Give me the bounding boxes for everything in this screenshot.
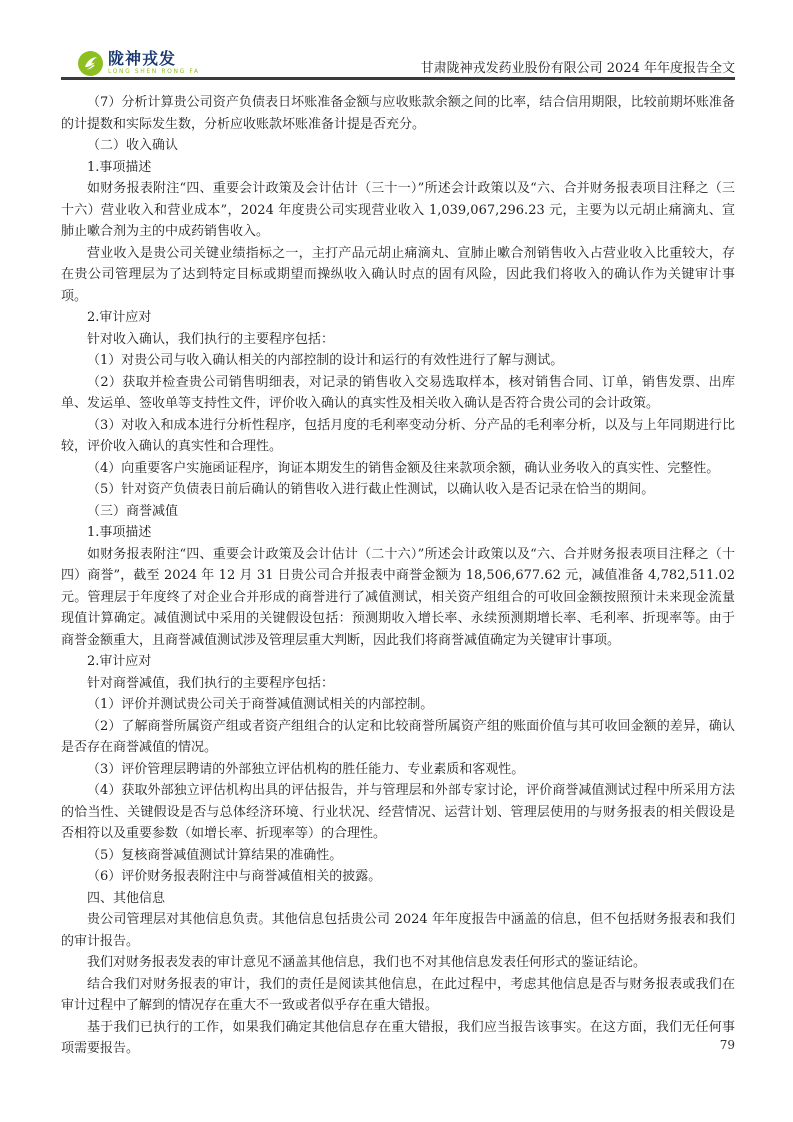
paragraph: （三）商誉减值 bbox=[87, 503, 179, 519]
paragraph: （5）复核商誉减值测试计算结果的准确性。 bbox=[87, 847, 343, 863]
document-body bbox=[61, 92, 735, 1060]
paragraph: 四、其他信息 bbox=[87, 890, 166, 906]
paragraph: 2.审计应对 bbox=[87, 310, 152, 325]
paragraph: 如财务报表附注“四、重要会计政策及会计估计（三十一）”所述会计政策以及“六、合并财务报表项目注释之（三十六）营业收入和营业成本”，2024 年度贵公司实现营业收入 1,039,067,296.23 元，主要为以元胡止痛滴丸、宣肺止嗽合剂为主的中成药销售收入。 bbox=[61, 181, 735, 239]
paragraph: 针对商誉减值，我们执行的主要程序包括： bbox=[87, 675, 335, 691]
report-header-title: 甘肃陇神戎发药业股份有限公司 2024 年年度报告全文 bbox=[420, 61, 735, 76]
page-number: 79 bbox=[719, 1038, 735, 1052]
paragraph: 贵公司管理层对其他信息负责。其他信息包括贵公司 2024 年年度报告中涵盖的信息，但不包括财务报表和我们的审计报告。 bbox=[61, 912, 735, 949]
paragraph: （3）对收入和成本进行分析性程序，包括月度的毛利率变动分析、分产品的毛利率分析，以及与上年同期进行比较，评价收入确认的真实性和合理性。 bbox=[61, 417, 735, 454]
paragraph: （7）分析计算贵公司资产负债表日坏账准备金额与应收账款余额之间的比率，结合信用期限，比较前期坏账准备的计提数和实际发生数，分析应收账款坏账准备计提是否充分。 bbox=[61, 95, 735, 132]
paragraph: （5）针对资产负债表日前后确认的销售收入进行截止性测试，以确认收入是否记录在恰当的期间。 bbox=[87, 482, 655, 497]
logo-text-block bbox=[108, 51, 200, 75]
paragraph: 针对收入确认，我们执行的主要程序包括： bbox=[87, 331, 335, 347]
paragraph: 我们对财务报表发表的审计意见不涵盖其他信息，我们也不对其他信息发表任何形式的鉴证结论。 bbox=[87, 955, 647, 970]
paragraph: （二）收入确认 bbox=[87, 138, 179, 153]
paragraph: （1）评价并测试贵公司关于商誉减值测试相关的内部控制。 bbox=[87, 697, 434, 712]
logo-company-name-en: LONG SHEN RONG FA bbox=[108, 68, 200, 75]
paragraph: 2.审计应对 bbox=[87, 654, 152, 669]
paragraph: 基于我们已执行的工作，如果我们确定其他信息存在重大错报，我们应当报告该事实。在这方面，我们无任何事项需要报告。 bbox=[61, 1019, 735, 1056]
paragraph: 如财务报表附注“四、重要会计政策及会计估计（二十六）”所述会计政策以及“六、合并财务报表项目注释之（十四）商誉”，截至 2024 年 12 月 31 日贵公司合并报表中商誉金额为 18,506,677.62 元，减值准备 4,782,511.02 元。管理层于年度终了对企业合并形成的商誉进行了减值测试，相关资产组组合的可收回金额按照预计未来现金流量现值计算确定。减值测试中采用的关键假设包括：预测期收入增长率、永续预测期增长率、毛利率、折现率等。由于商誉金额重大，且商誉减值测试涉及管理层重大判断，因此我们将商誉减值确定为关键审计事项。 bbox=[61, 546, 735, 648]
header-divider bbox=[61, 77, 735, 80]
paragraph: （3）评价管理层聘请的外部独立评估机构的胜任能力、专业素质和客观性。 bbox=[87, 761, 525, 777]
paragraph: （2）获取并检查贵公司销售明细表，对记录的销售收入交易选取样本，核对销售合同、订单，销售发票、出库单、发运单、签收单等支持性文件，评价收入确认的真实性及相关收入确认是否符合贵公司的会计政策。 bbox=[61, 374, 735, 411]
paragraph: （6）评价财务报表附注中与商誉减值相关的披露。 bbox=[87, 869, 382, 884]
paragraph: 营业收入是贵公司关键业绩指标之一，主打产品元胡止痛滴丸、宣肺止嗽合剂销售收入占营业收入比重较大，存在贵公司管理层为了达到特定目标或期望而操纵收入确认时点的固有风险，因此我们将收入的确认作为关键审计事项。 bbox=[61, 245, 735, 304]
paragraph: （4）向重要客户实施函证程序，询证本期发生的销售金额及往来款项余额，确认业务收入的真实性、完整性。 bbox=[87, 460, 720, 476]
paragraph: 1.事项描述 bbox=[87, 525, 152, 540]
paragraph: （1）对贵公司与收入确认相关的内部控制的设计和运行的有效性进行了解与测试。 bbox=[87, 353, 564, 368]
logo-icon bbox=[78, 51, 103, 76]
paragraph: （4）获取外部独立评估机构出具的评估报告，并与管理层和外部专家讨论，评价商誉减值测试过程中所采用方法的恰当性、关键假设是否与总体经济环境、行业状况、经营情况、运营计划、管理层使用的与财务报表的相关假设是否相符以及重要参数（如增长率、折现率等）的合理性。 bbox=[61, 783, 735, 841]
logo-company-name: 陇神戎发 bbox=[108, 49, 177, 68]
paragraph: 1.事项描述 bbox=[87, 159, 152, 175]
company-logo bbox=[78, 51, 200, 76]
paragraph: （2）了解商誉所属资产组或者资产组组合的认定和比较商誉所属资产组的账面价值与其可收回金额的差异，确认是否存在商誉减值的情况。 bbox=[61, 718, 735, 755]
paragraph: 结合我们对财务报表的审计，我们的责任是阅读其他信息，在此过程中，考虑其他信息是否与财务报表或我们在审计过程中了解到的情况存在重大不一致或者似乎存在重大错报。 bbox=[61, 976, 735, 1013]
